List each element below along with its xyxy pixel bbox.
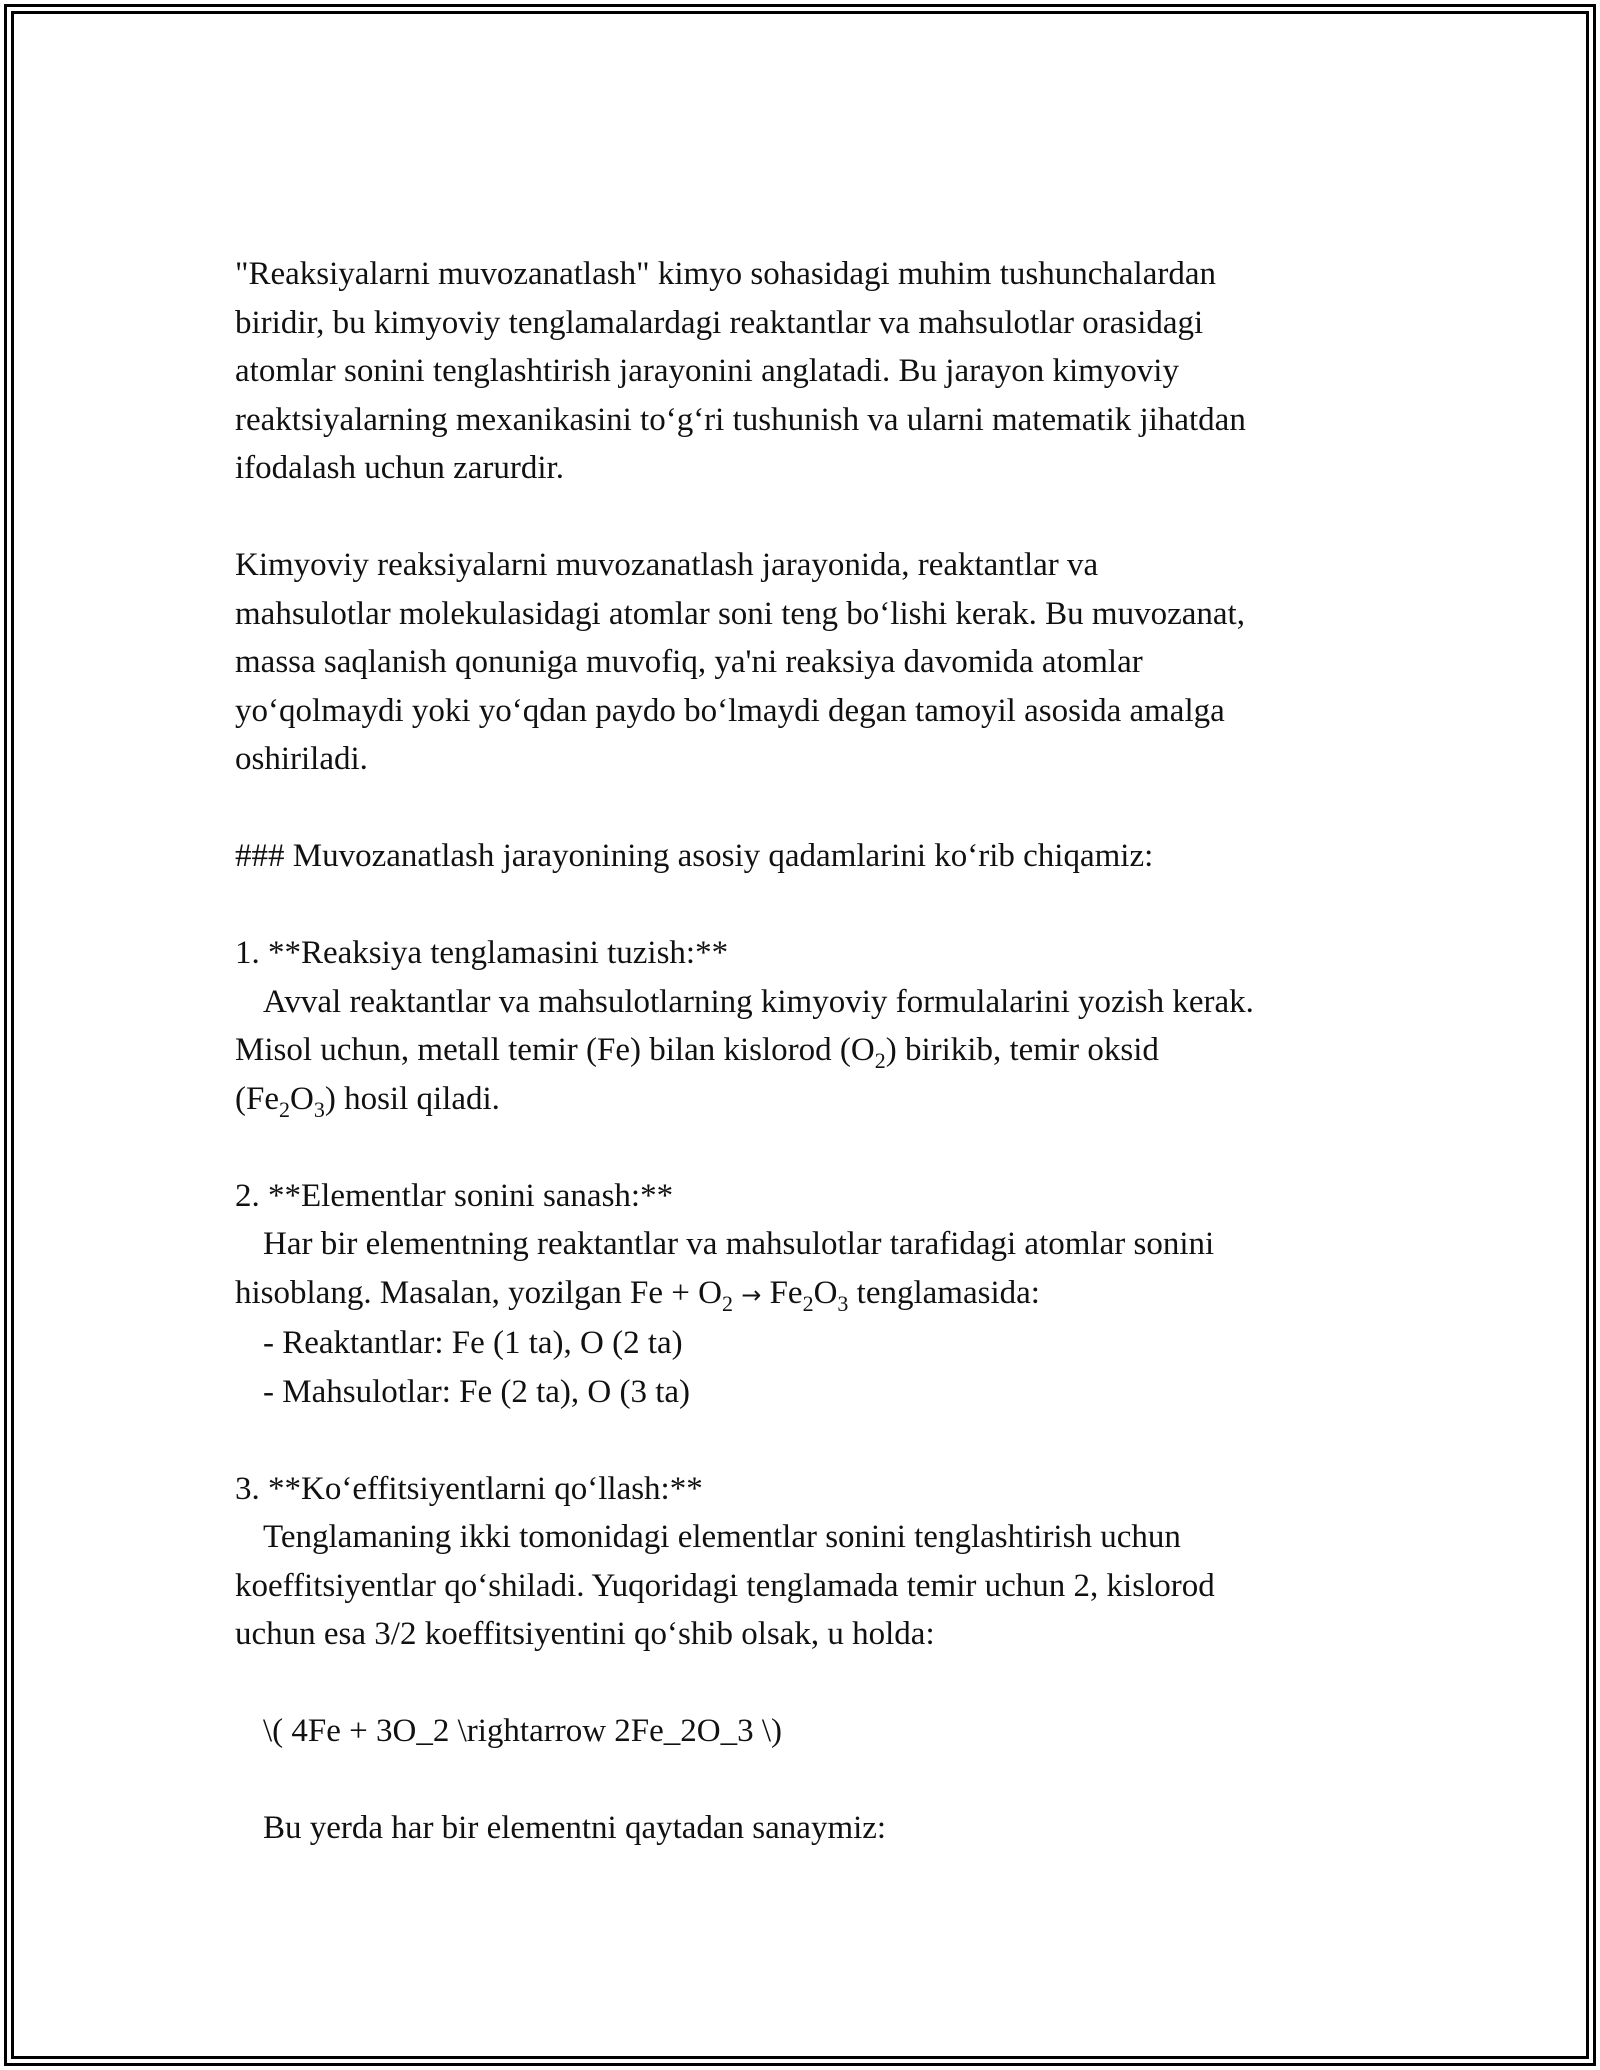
subscript: 3 [837, 1290, 849, 1316]
text-line: oshiriladi. [235, 741, 368, 777]
step-1-line [235, 1026, 1375, 1075]
text-run: ) birikib, temir oksid [885, 1032, 1159, 1068]
step-1 [235, 929, 1375, 1123]
subscript: 2 [721, 1290, 733, 1316]
closing-line [235, 1804, 1375, 1853]
step-1-line: Avval reaktantlar va mahsulotlarning kimyoviy formulalarini yozish kerak. [263, 983, 1254, 1020]
step-3-line: koeffitsiyentlar qo‘shiladi. Yuqoridagi tenglamada temir uchun 2, kislorod [235, 1567, 1215, 1604]
subscript: 2 [874, 1048, 886, 1073]
step-1-line [235, 1075, 1375, 1124]
step-2-title: 2. **Elementlar sonini sanash:** [235, 1177, 674, 1214]
text-line: Kimyoviy reaksiyalarni muvozanatlash jarayonida, reaktantlar va [235, 547, 1099, 583]
step-2 [235, 1172, 1375, 1417]
text-line: massa saqlanish qonuniga muvofiq, ya'ni reaksiya davomida atomlar [235, 644, 1143, 680]
text-line: biridir, bu kimyoviy tenglamalardagi reaktantlar va mahsulotlar orasidagi [235, 304, 1204, 341]
intro-paragraph [235, 250, 1375, 493]
text-line: "Reaksiyalarni muvozanatlash" kimyo sohasidagi muhim tushunchalardan [235, 256, 1216, 292]
text-line: reaktsiyalarning mexanikasini to‘g‘ri tushunish va ularni matematik jihatdan [235, 401, 1246, 438]
text-line: ifodalash uchun zarurdir. [235, 450, 564, 486]
text-run: hisoblang. Masalan, yozilgan Fe + O [235, 1274, 722, 1311]
text-run: ) hosil qiladi. [324, 1080, 500, 1117]
text-run: Fe [769, 1274, 803, 1311]
bullet-item: - Mahsulotlar: Fe (2 ta), O (3 ta) [263, 1373, 691, 1410]
equation-text: \( 4Fe + 3O_2 \rightarrow 2Fe_2O_3 \) [263, 1713, 783, 1749]
step-2-line: Har bir elementning reaktantlar va mahsulotlar tarafidagi atomlar sonini [263, 1226, 1215, 1262]
equation [235, 1707, 1375, 1756]
step-3-title: 3. **Ko‘effitsiyentlarni qo‘llash:** [235, 1470, 703, 1507]
closing-text: Bu yerda har bir elementni qaytadan sanaymiz: [263, 1810, 887, 1846]
text-run: O [813, 1274, 838, 1311]
document-body [235, 250, 1375, 1901]
subscript: 3 [313, 1096, 325, 1122]
subscript: 2 [802, 1290, 814, 1316]
step-3 [235, 1465, 1375, 1659]
text-run: O [290, 1080, 314, 1117]
balancing-paragraph [235, 541, 1375, 784]
text-run: Misol uchun, metall temir (Fe) bilan kislorod (O [235, 1032, 875, 1068]
section-heading [235, 832, 1375, 881]
heading-text: ### Muvozanatlash jarayonining asosiy qadamlarini ko‘rib chiqamiz: [235, 838, 1154, 874]
step-3-line: uchun esa 3/2 koeffitsiyentini qo‘shib olsak, u holda: [235, 1616, 935, 1652]
arrow-icon: → [741, 1280, 762, 1309]
text-line: yo‘qolmaydi yoki yo‘qdan paydo bo‘lmaydi degan tamoyil asosida amalga [235, 692, 1225, 729]
text-run: (Fe [235, 1080, 279, 1117]
step-2-line [235, 1269, 1375, 1320]
text-line: atomlar sonini tenglashtirish jarayonini anglatadi. Bu jarayon kimyoviy [235, 353, 1179, 389]
text-run: tenglamasida: [848, 1274, 1040, 1311]
step-1-title: 1. **Reaksiya tenglamasini tuzish:** [235, 935, 729, 971]
bullet-item: - Reaktantlar: Fe (1 ta), O (2 ta) [263, 1325, 683, 1361]
step-3-line: Tenglamaning ikki tomonidagi elementlar sonini tenglashtirish uchun [263, 1519, 1181, 1555]
subscript: 2 [279, 1096, 290, 1122]
text-line: mahsulotlar molekulasidagi atomlar soni teng bo‘lishi kerak. Bu muvozanat, [235, 595, 1245, 632]
